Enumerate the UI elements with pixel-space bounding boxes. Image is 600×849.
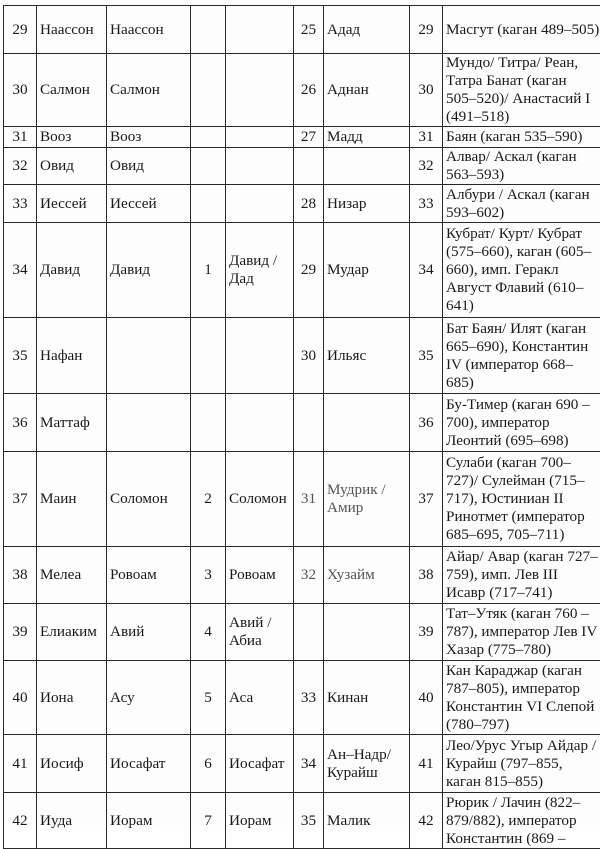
table-row xyxy=(4,604,600,661)
historical-figure-cell: Бу-Тимер (каган 690 – 700), император Леонтий (695–698) xyxy=(443,394,600,452)
generation-number: 39 xyxy=(410,604,443,661)
table-row xyxy=(4,148,600,185)
king-number xyxy=(191,54,226,127)
table-row xyxy=(4,547,600,604)
name-cell: Аса xyxy=(226,661,294,735)
historical-figure-cell: Айар/ Авар (каган 727–759), имп. Лев III Исавр (717–741) xyxy=(443,547,600,604)
historical-figure-cell: Тат–Утяк (каган 760 –787), император Лев IV Хазар (775–780) xyxy=(443,604,600,661)
generation-number: 30 xyxy=(410,54,443,127)
generation-number: 29 xyxy=(410,6,443,54)
king-number: 5 xyxy=(191,661,226,735)
table-row xyxy=(4,185,600,223)
name-cell: Малик xyxy=(324,793,410,849)
generation-number: 37 xyxy=(410,452,443,547)
king-number xyxy=(191,148,226,185)
generation-number: 35 xyxy=(294,793,324,849)
generation-number: 32 xyxy=(4,148,37,185)
table-row xyxy=(4,223,600,318)
name-cell xyxy=(324,604,410,661)
name-cell xyxy=(226,127,294,148)
name-cell: Давид / Дад xyxy=(226,223,294,318)
generation-number: 38 xyxy=(410,547,443,604)
name-cell: Ровоам xyxy=(226,547,294,604)
generation-number: 26 xyxy=(294,54,324,127)
name-cell: Иессей xyxy=(37,185,107,223)
king-number xyxy=(191,394,226,452)
king-number xyxy=(191,318,226,394)
name-cell: Иессей xyxy=(107,185,191,223)
generation-number: 25 xyxy=(294,6,324,54)
historical-figure-cell: Лео/Урус Угыр Айдар / Курайш (797–855, каган 815–855) xyxy=(443,735,600,793)
name-cell: Овид xyxy=(107,148,191,185)
king-number: 3 xyxy=(191,547,226,604)
generation-number: 34 xyxy=(294,735,324,793)
name-cell: Маин xyxy=(37,452,107,547)
name-cell: Маттаф xyxy=(37,394,107,452)
generation-number: 34 xyxy=(410,223,443,318)
generation-number: 29 xyxy=(294,223,324,318)
table-row xyxy=(4,54,600,127)
name-cell: Хузайм xyxy=(324,547,410,604)
king-number xyxy=(191,127,226,148)
king-number: 1 xyxy=(191,223,226,318)
name-cell: Овид xyxy=(37,148,107,185)
generation-number: 33 xyxy=(410,185,443,223)
table-row xyxy=(4,6,600,54)
generation-number: 41 xyxy=(410,735,443,793)
name-cell xyxy=(226,394,294,452)
historical-figure-cell: Кан Караджар (каган 787–805), император Константин VI Слепой (780–797) xyxy=(443,661,600,735)
table-row xyxy=(4,661,600,735)
name-cell: Салмон xyxy=(37,54,107,127)
name-cell: Вооз xyxy=(37,127,107,148)
name-cell xyxy=(226,148,294,185)
table-row xyxy=(4,793,600,849)
name-cell: Ровоам xyxy=(107,547,191,604)
historical-figure-cell: Алвар/ Аскал (каган 563–593) xyxy=(443,148,600,185)
genealogy-table xyxy=(3,5,600,849)
generation-number: 34 xyxy=(4,223,37,318)
name-cell: Наассон xyxy=(107,6,191,54)
name-cell: Иосиф xyxy=(37,735,107,793)
generation-number: 31 xyxy=(294,452,324,547)
historical-figure-cell: Албури / Аскал (каган 593–602) xyxy=(443,185,600,223)
name-cell: Елиаким xyxy=(37,604,107,661)
king-number xyxy=(191,6,226,54)
generation-number: 36 xyxy=(4,394,37,452)
generation-number: 27 xyxy=(294,127,324,148)
name-cell: Авий xyxy=(107,604,191,661)
historical-figure-cell: Масгут (каган 489–505) xyxy=(443,6,600,54)
generation-number: 40 xyxy=(410,661,443,735)
historical-figure-cell: Баян (каган 535–590) xyxy=(443,127,600,148)
generation-number: 31 xyxy=(410,127,443,148)
table-row xyxy=(4,394,600,452)
table-row xyxy=(4,318,600,394)
name-cell: Вооз xyxy=(107,127,191,148)
king-number xyxy=(191,185,226,223)
king-number: 7 xyxy=(191,793,226,849)
table-row xyxy=(4,452,600,547)
generation-number: 35 xyxy=(4,318,37,394)
name-cell: Авий / Абиа xyxy=(226,604,294,661)
name-cell xyxy=(324,394,410,452)
name-cell: Низар xyxy=(324,185,410,223)
generation-number: 30 xyxy=(294,318,324,394)
name-cell: Кинан xyxy=(324,661,410,735)
name-cell: Адад xyxy=(324,6,410,54)
name-cell: Салмон xyxy=(107,54,191,127)
generation-number: 32 xyxy=(410,148,443,185)
name-cell: Соломон xyxy=(226,452,294,547)
table-row xyxy=(4,127,600,148)
historical-figure-cell: Сулаби (каган 700–727)/ Сулейман (715–717), Юстиниан II Ринотмет (император 685–695, 705–711) xyxy=(443,452,600,547)
name-cell: Мелеа xyxy=(37,547,107,604)
name-cell: Иона xyxy=(37,661,107,735)
name-cell: Наассон xyxy=(37,6,107,54)
table-row xyxy=(4,735,600,793)
name-cell: Мудар xyxy=(324,223,410,318)
name-cell xyxy=(226,6,294,54)
name-cell: Мудрик / Амир xyxy=(324,452,410,547)
name-cell xyxy=(324,148,410,185)
name-cell xyxy=(226,318,294,394)
name-cell: Давид xyxy=(37,223,107,318)
generation-number: 30 xyxy=(4,54,37,127)
name-cell: Аднан xyxy=(324,54,410,127)
historical-figure-cell: Мундо/ Титра/ Реан, Татра Банат (каган 505–520)/ Анастасий I (491–518) xyxy=(443,54,600,127)
name-cell: Иуда xyxy=(37,793,107,849)
generation-number: 28 xyxy=(294,185,324,223)
name-cell: Ан–Надр/ Курайш xyxy=(324,735,410,793)
king-number: 4 xyxy=(191,604,226,661)
name-cell xyxy=(226,185,294,223)
generation-number: 36 xyxy=(410,394,443,452)
generation-number: 40 xyxy=(4,661,37,735)
historical-figure-cell: Бат Баян/ Илят (каган 665–690), Константин IV (император 668–685) xyxy=(443,318,600,394)
name-cell: Нафан xyxy=(37,318,107,394)
generation-number: 32 xyxy=(294,547,324,604)
generation-number xyxy=(294,394,324,452)
name-cell: Давид xyxy=(107,223,191,318)
name-cell: Иорам xyxy=(107,793,191,849)
generation-number: 37 xyxy=(4,452,37,547)
generation-number: 39 xyxy=(4,604,37,661)
name-cell xyxy=(107,318,191,394)
generation-number: 42 xyxy=(410,793,443,849)
name-cell: Соломон xyxy=(107,452,191,547)
generation-number: 29 xyxy=(4,6,37,54)
king-number: 6 xyxy=(191,735,226,793)
name-cell: Иорам xyxy=(226,793,294,849)
generation-number: 42 xyxy=(4,793,37,849)
historical-figure-cell: Кубрат/ Курт/ Кубрат (575–660), каган (605–660), имп. Геракл Август Флавий (610–641) xyxy=(443,223,600,318)
name-cell: Асу xyxy=(107,661,191,735)
historical-figure-cell: Рюрик / Лачин (822–879/882), император Константин (869 – xyxy=(443,793,600,849)
generation-number: 38 xyxy=(4,547,37,604)
name-cell: Иосафат xyxy=(226,735,294,793)
name-cell xyxy=(226,54,294,127)
generation-number: 31 xyxy=(4,127,37,148)
king-number: 2 xyxy=(191,452,226,547)
generation-number xyxy=(294,148,324,185)
generation-number: 35 xyxy=(410,318,443,394)
name-cell: Ильяс xyxy=(324,318,410,394)
generation-number: 41 xyxy=(4,735,37,793)
generation-number: 33 xyxy=(4,185,37,223)
name-cell: Мадд xyxy=(324,127,410,148)
generation-number xyxy=(294,604,324,661)
name-cell: Иосафат xyxy=(107,735,191,793)
name-cell xyxy=(107,394,191,452)
generation-number: 33 xyxy=(294,661,324,735)
